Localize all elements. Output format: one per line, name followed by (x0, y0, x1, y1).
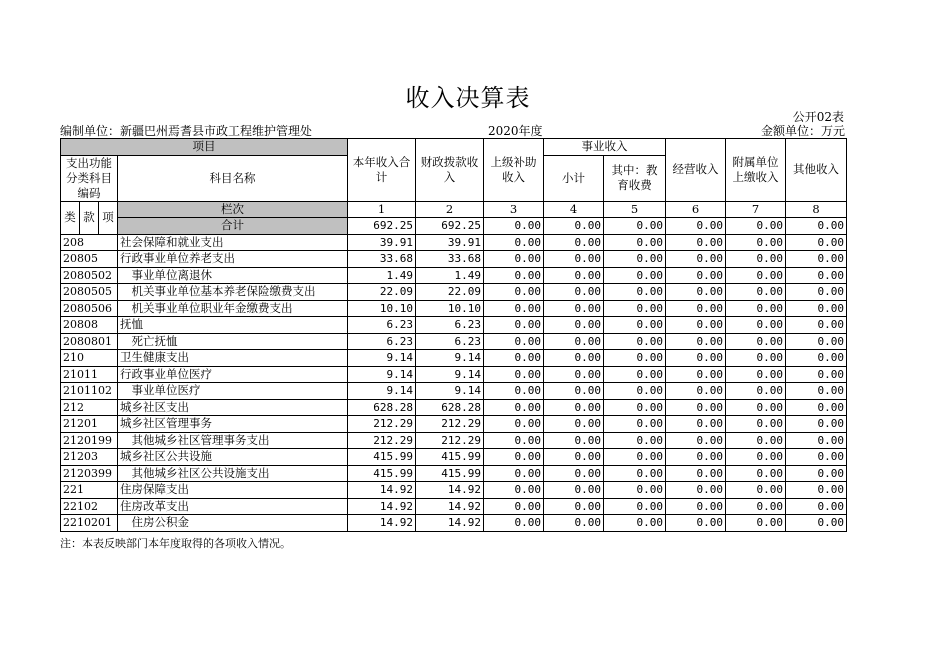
amount-cell: 33.68 (348, 251, 416, 268)
amount-cell: 0.00 (666, 498, 726, 515)
table-note: 注：本表反映部门本年度取得的各项收入情况。 (60, 537, 291, 550)
amount-cell: 6.23 (348, 317, 416, 334)
subject-name: 行政事业单位养老支出 (118, 251, 348, 268)
table-row (61, 284, 847, 301)
amount-cell: 0.00 (726, 432, 786, 449)
amount-cell: 415.99 (416, 465, 484, 482)
amount-cell: 10.10 (348, 300, 416, 317)
col-num: 5 (604, 201, 666, 218)
amount-cell: 0.00 (666, 333, 726, 350)
header-lei: 类 (61, 201, 80, 234)
header-total-income: 本年收入合计 (348, 139, 416, 202)
total-cell: 0.00 (544, 218, 604, 235)
amount-cell: 0.00 (544, 234, 604, 251)
amount-cell: 0.00 (484, 498, 544, 515)
amount-cell: 0.00 (726, 515, 786, 532)
amount-cell: 0.00 (484, 284, 544, 301)
amount-cell: 415.99 (348, 449, 416, 466)
amount-cell: 212.29 (348, 432, 416, 449)
amount-cell: 0.00 (604, 366, 666, 383)
amount-cell: 39.91 (416, 234, 484, 251)
subject-name: 住房保障支出 (118, 482, 348, 499)
table-row (61, 399, 847, 416)
function-code: 21011 (61, 366, 118, 383)
subject-name: 死亡抚恤 (118, 333, 348, 350)
amount-cell: 0.00 (544, 498, 604, 515)
amount-cell: 0.00 (544, 333, 604, 350)
subject-name: 事业单位医疗 (118, 383, 348, 400)
amount-cell: 0.00 (786, 350, 847, 367)
amount-cell: 0.00 (666, 251, 726, 268)
amount-cell: 415.99 (416, 449, 484, 466)
total-label: 合计 (118, 218, 348, 235)
function-code: 2120399 (61, 465, 118, 482)
header-column-index: 栏次 (118, 201, 348, 218)
amount-cell: 0.00 (544, 515, 604, 532)
function-code: 2080505 (61, 284, 118, 301)
table-row (61, 251, 847, 268)
amount-cell: 0.00 (666, 432, 726, 449)
function-code: 21203 (61, 449, 118, 466)
amount-cell: 0.00 (726, 399, 786, 416)
amount-cell: 0.00 (484, 416, 544, 433)
subject-name: 机关事业单位基本养老保险缴费支出 (118, 284, 348, 301)
amount-cell: 14.92 (348, 498, 416, 515)
header-superior-subsidy: 上级补助收入 (484, 139, 544, 202)
amount-cell: 0.00 (786, 416, 847, 433)
subject-name: 城乡社区支出 (118, 399, 348, 416)
amount-cell: 10.10 (416, 300, 484, 317)
amount-cell: 33.68 (416, 251, 484, 268)
amount-cell: 0.00 (484, 267, 544, 284)
income-table (60, 138, 847, 532)
amount-cell: 0.00 (786, 234, 847, 251)
function-code: 2080502 (61, 267, 118, 284)
amount-cell: 0.00 (544, 482, 604, 499)
header-other: 其他收入 (786, 139, 847, 202)
amount-cell: 0.00 (786, 449, 847, 466)
amount-cell: 0.00 (484, 317, 544, 334)
amount-cell: 0.00 (604, 432, 666, 449)
amount-cell: 1.49 (416, 267, 484, 284)
fiscal-year: 2020年度 (488, 124, 543, 138)
header-edu-fee: 其中：教育收费 (604, 155, 666, 201)
amount-cell: 9.14 (348, 383, 416, 400)
amount-cell: 0.00 (544, 399, 604, 416)
col-num: 7 (726, 201, 786, 218)
amount-cell: 22.09 (416, 284, 484, 301)
amount-cell: 0.00 (484, 465, 544, 482)
amount-cell: 0.00 (604, 449, 666, 466)
function-code: 2101102 (61, 383, 118, 400)
table-row (61, 498, 847, 515)
amount-cell: 0.00 (666, 317, 726, 334)
amount-cell: 0.00 (544, 251, 604, 268)
subject-name: 机关事业单位职业年金缴费支出 (118, 300, 348, 317)
amount-cell: 0.00 (726, 284, 786, 301)
function-code: 2080801 (61, 333, 118, 350)
table-row (61, 432, 847, 449)
header-func-code: 支出功能分类科目编码 (61, 155, 118, 201)
amount-cell: 0.00 (544, 284, 604, 301)
amount-cell: 14.92 (348, 515, 416, 532)
amount-cell: 0.00 (484, 234, 544, 251)
amount-cell: 0.00 (604, 399, 666, 416)
amount-cell: 0.00 (484, 350, 544, 367)
amount-cell: 22.09 (348, 284, 416, 301)
amount-cell: 628.28 (348, 399, 416, 416)
amount-cell: 0.00 (786, 432, 847, 449)
amount-cell: 0.00 (726, 251, 786, 268)
amount-cell: 0.00 (544, 350, 604, 367)
total-cell: 0.00 (484, 218, 544, 235)
subject-name: 城乡社区管理事务 (118, 416, 348, 433)
amount-cell: 9.14 (348, 366, 416, 383)
col-num: 3 (484, 201, 544, 218)
amount-cell: 0.00 (726, 234, 786, 251)
amount-cell: 0.00 (666, 383, 726, 400)
amount-cell: 212.29 (416, 416, 484, 433)
function-code: 208 (61, 234, 118, 251)
function-code: 20808 (61, 317, 118, 334)
amount-cell: 39.91 (348, 234, 416, 251)
amount-cell: 0.00 (604, 383, 666, 400)
function-code: 221 (61, 482, 118, 499)
header-project: 项目 (61, 139, 348, 156)
amount-cell: 0.00 (544, 383, 604, 400)
amount-cell: 0.00 (604, 498, 666, 515)
amount-cell: 0.00 (786, 498, 847, 515)
col-num: 6 (666, 201, 726, 218)
amount-cell: 415.99 (348, 465, 416, 482)
amount-cell: 0.00 (786, 267, 847, 284)
amount-cell: 0.00 (544, 300, 604, 317)
header-career-income: 事业收入 (544, 139, 666, 156)
amount-cell: 0.00 (604, 416, 666, 433)
col-num: 4 (544, 201, 604, 218)
amount-cell: 628.28 (416, 399, 484, 416)
amount-cell: 0.00 (726, 350, 786, 367)
amount-cell: 0.00 (726, 333, 786, 350)
subject-name: 住房改革支出 (118, 498, 348, 515)
amount-cell: 0.00 (786, 515, 847, 532)
amount-cell: 14.92 (416, 515, 484, 532)
amount-cell: 0.00 (726, 465, 786, 482)
amount-cell: 0.00 (726, 383, 786, 400)
form-number: 公开02表 (792, 110, 844, 124)
amount-cell: 0.00 (726, 267, 786, 284)
amount-cell: 0.00 (604, 333, 666, 350)
total-cell: 0.00 (604, 218, 666, 235)
amount-cell: 14.92 (416, 498, 484, 515)
amount-cell: 0.00 (666, 515, 726, 532)
function-code: 2120199 (61, 432, 118, 449)
col-num: 2 (416, 201, 484, 218)
amount-cell: 0.00 (666, 465, 726, 482)
function-code: 212 (61, 399, 118, 416)
subject-name: 社会保障和就业支出 (118, 234, 348, 251)
amount-cell: 0.00 (484, 449, 544, 466)
amount-cell: 0.00 (544, 449, 604, 466)
amount-cell: 0.00 (604, 251, 666, 268)
amount-cell: 0.00 (544, 416, 604, 433)
amount-cell: 9.14 (416, 350, 484, 367)
table-row (61, 350, 847, 367)
header-row-1 (61, 139, 847, 156)
amount-cell: 0.00 (786, 333, 847, 350)
amount-cell: 0.00 (726, 498, 786, 515)
amount-cell: 0.00 (544, 267, 604, 284)
amount-cell: 0.00 (604, 234, 666, 251)
amount-cell: 0.00 (604, 515, 666, 532)
subject-name: 住房公积金 (118, 515, 348, 532)
total-row (61, 218, 847, 235)
header-subtotal: 小计 (544, 155, 604, 201)
amount-cell: 0.00 (604, 350, 666, 367)
amount-cell: 0.00 (544, 432, 604, 449)
amount-cell: 212.29 (416, 432, 484, 449)
col-num: 1 (348, 201, 416, 218)
amount-cell: 0.00 (786, 251, 847, 268)
function-code: 20805 (61, 251, 118, 268)
amount-cell: 0.00 (484, 251, 544, 268)
header-operating: 经营收入 (666, 139, 726, 202)
subject-name: 卫生健康支出 (118, 350, 348, 367)
amount-cell: 0.00 (484, 482, 544, 499)
amount-cell: 9.14 (416, 366, 484, 383)
function-code: 210 (61, 350, 118, 367)
amount-cell: 0.00 (484, 333, 544, 350)
money-unit: 金额单位：万元 (760, 124, 845, 138)
table-row (61, 449, 847, 466)
amount-cell: 0.00 (484, 383, 544, 400)
amount-cell: 1.49 (348, 267, 416, 284)
amount-cell: 0.00 (484, 366, 544, 383)
amount-cell: 0.00 (666, 267, 726, 284)
amount-cell: 0.00 (604, 267, 666, 284)
col-num: 8 (786, 201, 847, 218)
table-row (61, 465, 847, 482)
total-cell: 0.00 (666, 218, 726, 235)
amount-cell: 6.23 (416, 317, 484, 334)
amount-cell: 0.00 (484, 432, 544, 449)
amount-cell: 0.00 (484, 300, 544, 317)
amount-cell: 0.00 (544, 317, 604, 334)
amount-cell: 6.23 (348, 333, 416, 350)
amount-cell: 0.00 (544, 465, 604, 482)
amount-cell: 0.00 (726, 300, 786, 317)
header-kuan: 款 (80, 201, 99, 234)
amount-cell: 0.00 (786, 482, 847, 499)
function-code: 21201 (61, 416, 118, 433)
amount-cell: 0.00 (666, 284, 726, 301)
table-row (61, 515, 847, 532)
amount-cell: 0.00 (786, 317, 847, 334)
amount-cell: 0.00 (666, 449, 726, 466)
table-row (61, 333, 847, 350)
amount-cell: 0.00 (666, 366, 726, 383)
amount-cell: 6.23 (416, 333, 484, 350)
report-meta (60, 122, 845, 138)
amount-cell: 0.00 (666, 482, 726, 499)
total-cell: 692.25 (348, 218, 416, 235)
amount-cell: 0.00 (604, 300, 666, 317)
amount-cell: 0.00 (604, 482, 666, 499)
function-code: 22102 (61, 498, 118, 515)
header-row-colindex (61, 201, 847, 218)
report-title: 收入决算表 (405, 84, 531, 112)
subject-name: 事业单位离退休 (118, 267, 348, 284)
function-code: 2080506 (61, 300, 118, 317)
table-row (61, 300, 847, 317)
amount-cell: 0.00 (604, 284, 666, 301)
amount-cell: 0.00 (786, 383, 847, 400)
total-cell: 0.00 (726, 218, 786, 235)
amount-cell: 0.00 (666, 234, 726, 251)
header-xiang: 项 (99, 201, 118, 234)
amount-cell: 0.00 (726, 366, 786, 383)
subject-name: 城乡社区公共设施 (118, 449, 348, 466)
table-row (61, 317, 847, 334)
amount-cell: 0.00 (666, 350, 726, 367)
total-cell: 0.00 (786, 218, 847, 235)
header-fiscal: 财政拨款收入 (416, 139, 484, 202)
table-row (61, 267, 847, 284)
table-row (61, 383, 847, 400)
amount-cell: 9.14 (348, 350, 416, 367)
subject-name: 其他城乡社区公共设施支出 (118, 465, 348, 482)
total-cell: 692.25 (416, 218, 484, 235)
subject-name: 抚恤 (118, 317, 348, 334)
amount-cell: 0.00 (786, 300, 847, 317)
header-affiliated: 附属单位上缴收入 (726, 139, 786, 202)
table-row (61, 366, 847, 383)
amount-cell: 0.00 (604, 317, 666, 334)
amount-cell: 0.00 (786, 366, 847, 383)
amount-cell: 0.00 (484, 399, 544, 416)
amount-cell: 0.00 (726, 416, 786, 433)
amount-cell: 212.29 (348, 416, 416, 433)
amount-cell: 0.00 (726, 482, 786, 499)
amount-cell: 0.00 (726, 449, 786, 466)
amount-cell: 0.00 (544, 366, 604, 383)
amount-cell: 0.00 (786, 284, 847, 301)
subject-name: 行政事业单位医疗 (118, 366, 348, 383)
amount-cell: 14.92 (416, 482, 484, 499)
amount-cell: 0.00 (666, 399, 726, 416)
amount-cell: 0.00 (666, 416, 726, 433)
table-row (61, 482, 847, 499)
header-subject-name: 科目名称 (118, 155, 348, 201)
compiling-unit: 编制单位：新疆巴州焉耆县市政工程维护管理处 (60, 124, 313, 138)
amount-cell: 9.14 (416, 383, 484, 400)
amount-cell: 0.00 (786, 465, 847, 482)
subject-name: 其他城乡社区管理事务支出 (118, 432, 348, 449)
amount-cell: 0.00 (786, 399, 847, 416)
function-code: 2210201 (61, 515, 118, 532)
amount-cell: 0.00 (604, 465, 666, 482)
amount-cell: 14.92 (348, 482, 416, 499)
amount-cell: 0.00 (666, 300, 726, 317)
table-row (61, 234, 847, 251)
amount-cell: 0.00 (484, 515, 544, 532)
table-row (61, 416, 847, 433)
amount-cell: 0.00 (726, 317, 786, 334)
